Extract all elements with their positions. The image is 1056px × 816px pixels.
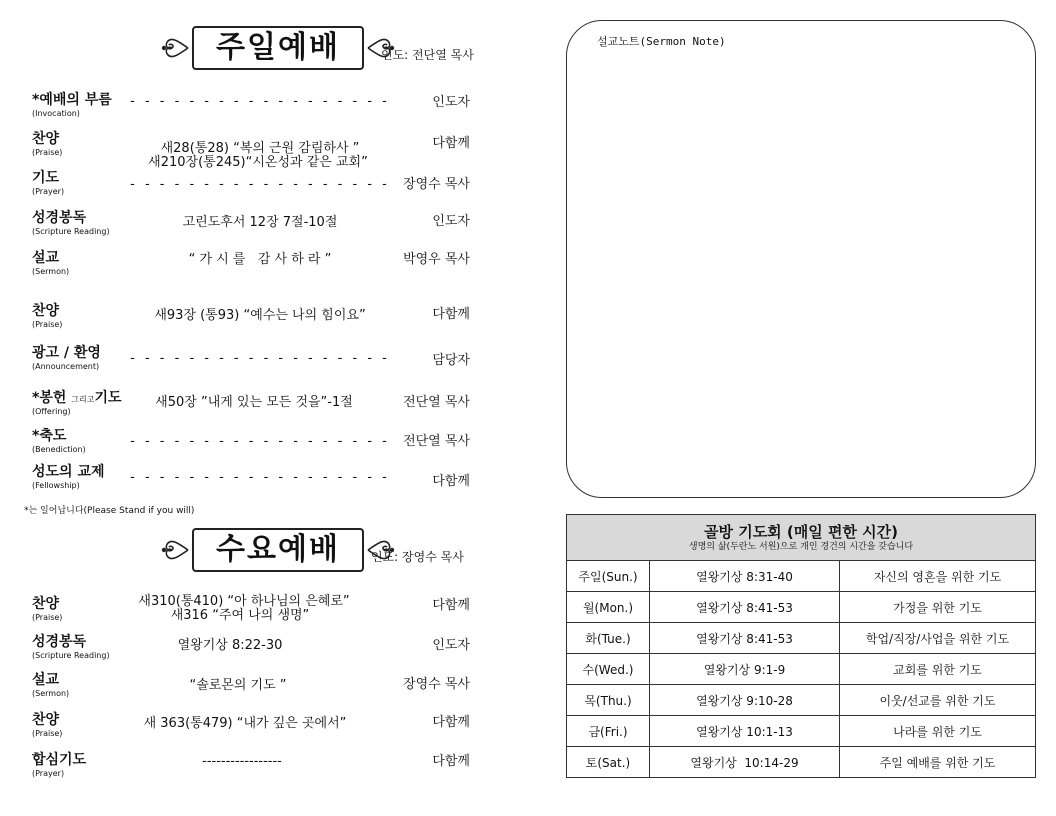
item-leader: 다함께 — [432, 136, 470, 151]
item-content: 새 363(통479) “내가 깊은 곳에서” — [143, 716, 347, 731]
left-page — [0, 0, 520, 816]
wednesday-item — [0, 752, 520, 788]
item-eng: (Scripture Reading) — [32, 651, 110, 660]
sunday-item — [0, 131, 520, 170]
table-row — [567, 654, 1036, 685]
item-name: 찬양 — [32, 303, 60, 319]
table-row — [567, 747, 1036, 778]
sunday-item — [0, 210, 520, 246]
table-row — [567, 685, 1036, 716]
item-leader: 다함께 — [432, 307, 470, 322]
item-eng: (Sermon) — [32, 267, 70, 276]
item-leader: 전단열 목사 — [403, 434, 470, 449]
item-content: - - - - - - - - - - - - - - - - - - — [130, 177, 390, 192]
item-content: “솔로몬의 기도 ” — [189, 678, 287, 693]
item-content: 새28(통28) “복의 근원 감림하사 ” — [160, 141, 360, 156]
item-leader: 다함께 — [432, 715, 470, 730]
table-row — [567, 561, 1036, 592]
sunday-leader: 인도: 전단열 목사 — [381, 48, 474, 62]
passage-cell: 열왕기상 9:1-9 — [650, 654, 840, 685]
item-content: - - - - - - - - - - - - - - - - - - — [130, 434, 390, 449]
item-eng: (Prayer) — [32, 769, 65, 778]
item-name: 성도의 교제 — [32, 464, 105, 480]
item-leader: 인도자 — [432, 214, 470, 229]
sermon-note-box[interactable] — [566, 20, 1036, 498]
day-cell: 주일(Sun.) — [567, 561, 650, 592]
item-name: 찬양 — [32, 596, 60, 612]
item-leader: 다함께 — [432, 754, 470, 769]
item-name: 설교 — [32, 250, 60, 266]
passage-cell: 열왕기상 8:41-53 — [650, 592, 840, 623]
item-name: 찬양 — [32, 131, 60, 147]
sunday-item — [0, 390, 520, 426]
table-row — [567, 592, 1036, 623]
passage-cell: 열왕기상 8:41-53 — [650, 623, 840, 654]
sunday-item — [0, 250, 520, 286]
item-leader: 장영수 목사 — [403, 677, 470, 692]
wednesday-item — [0, 712, 520, 748]
item-name: 광고 / 환영 — [32, 345, 101, 361]
passage-cell: 열왕기상 9:10-28 — [650, 685, 840, 716]
item-content: - - - - - - - - - - - - - - - - - - — [130, 94, 390, 109]
topic-cell: 교회를 위한 기도 — [840, 654, 1036, 685]
item-eng: (Benediction) — [32, 445, 86, 454]
day-cell: 월(Mon.) — [567, 592, 650, 623]
stand-note: *는 일어납니다(Please Stand if you will) — [24, 506, 195, 516]
wednesday-leader: 인도: 장영수 목사 — [371, 550, 464, 564]
item-content: ----------------- — [202, 754, 282, 769]
item-eng: (Fellowship) — [32, 481, 80, 490]
item-leader: 다함께 — [432, 474, 470, 489]
item-eng: (Offering) — [32, 407, 71, 416]
sunday-item — [0, 428, 520, 464]
day-cell: 금(Fri.) — [567, 716, 650, 747]
topic-cell: 주일 예배를 위한 기도 — [840, 747, 1036, 778]
sunday-item — [0, 92, 520, 128]
sunday-title: 주일예배 — [192, 26, 364, 70]
item-leader: 장영수 목사 — [403, 177, 470, 192]
item-eng: (Scripture Reading) — [32, 227, 110, 236]
item-content: 새50장 ”내게 있는 모든 것을”-1절 — [155, 395, 353, 410]
item-content: 새93장 (통93) “예수는 나의 힘이요” — [154, 308, 366, 323]
item-content-2: 새210장(통245)“시온성과 같은 교회” — [148, 155, 368, 170]
item-eng: (Praise) — [32, 613, 63, 622]
topic-cell: 학업/직장/사업을 위한 기도 — [840, 623, 1036, 654]
item-leader: 전단열 목사 — [403, 395, 470, 410]
item-content: 새310(통410) “아 하나님의 은혜로” — [138, 594, 350, 609]
topic-cell: 이웃/선교를 위한 기도 — [840, 685, 1036, 716]
wednesday-item — [0, 672, 520, 708]
item-name: 설교 — [32, 672, 60, 688]
day-cell: 화(Tue.) — [567, 623, 650, 654]
day-cell: 목(Thu.) — [567, 685, 650, 716]
topic-cell: 나라를 위한 기도 — [840, 716, 1036, 747]
sermon-note-title: 설교노트(Sermon Note) — [597, 35, 726, 48]
day-cell: 토(Sat.) — [567, 747, 650, 778]
sunday-item — [0, 170, 520, 206]
item-eng: (Praise) — [32, 320, 63, 329]
ornament-left-icon — [158, 533, 192, 567]
item-eng: (Praise) — [32, 148, 63, 157]
day-cell: 수(Wed.) — [567, 654, 650, 685]
item-name: 기도 — [32, 170, 60, 186]
topic-cell: 자신의 영혼을 위한 기도 — [840, 561, 1036, 592]
passage-cell: 열왕기상 10:14-29 — [650, 747, 840, 778]
wednesday-item — [0, 596, 520, 632]
sunday-item — [0, 464, 520, 500]
item-name: *봉헌 그리고기도 — [32, 390, 122, 406]
item-leader: 다함께 — [432, 598, 470, 613]
topic-cell: 가정을 위한 기도 — [840, 592, 1036, 623]
wednesday-title: 수요예배 — [192, 528, 364, 572]
passage-cell: 열왕기상 10:1-13 — [650, 716, 840, 747]
sunday-item — [0, 303, 520, 339]
sunday-banner — [158, 26, 398, 70]
prayer-subtitle: 생명의 삶(두란노 서원)으로 개인 경건의 시간을 갖습니다 — [688, 541, 914, 552]
item-content: “ 가 시 를 감 사 하 라 ” — [188, 252, 332, 267]
sunday-item — [0, 345, 520, 381]
table-row — [567, 716, 1036, 747]
item-name: 찬양 — [32, 712, 60, 728]
item-eng: (Invocation) — [32, 109, 80, 118]
item-eng: (Announcement) — [32, 362, 100, 371]
prayer-title: 골방 기도회 (매일 편한 시간) — [704, 522, 898, 541]
item-eng: (Sermon) — [32, 689, 70, 698]
item-leader: 인도자 — [432, 638, 470, 653]
table-row — [567, 623, 1036, 654]
item-leader: 박영우 목사 — [403, 252, 470, 267]
item-content: 열왕기상 8:22-30 — [177, 638, 283, 653]
item-content: - - - - - - - - - - - - - - - - - - — [130, 470, 390, 485]
item-name: 성경봉독 — [32, 210, 87, 226]
passage-cell: 열왕기상 8:31-40 — [650, 561, 840, 592]
item-name: *축도 — [32, 428, 67, 444]
item-eng: (Praise) — [32, 729, 63, 738]
item-content-2: 새316 “주여 나의 생명” — [170, 608, 310, 623]
ornament-left-icon — [158, 31, 192, 65]
prayer-schedule-table — [566, 514, 1036, 778]
item-name: 합심기도 — [32, 752, 87, 768]
wednesday-item — [0, 634, 520, 670]
item-leader: 인도자 — [432, 95, 470, 110]
item-eng: (Prayer) — [32, 187, 65, 196]
item-name: *예배의 부름 — [32, 92, 112, 108]
item-content: 고린도후서 12장 7절-10절 — [182, 215, 338, 230]
item-leader: 담당자 — [432, 353, 470, 368]
item-content: - - - - - - - - - - - - - - - - - - — [130, 351, 390, 366]
wednesday-banner — [158, 528, 398, 572]
item-name: 성경봉독 — [32, 634, 87, 650]
prayer-table-header — [567, 515, 1036, 561]
